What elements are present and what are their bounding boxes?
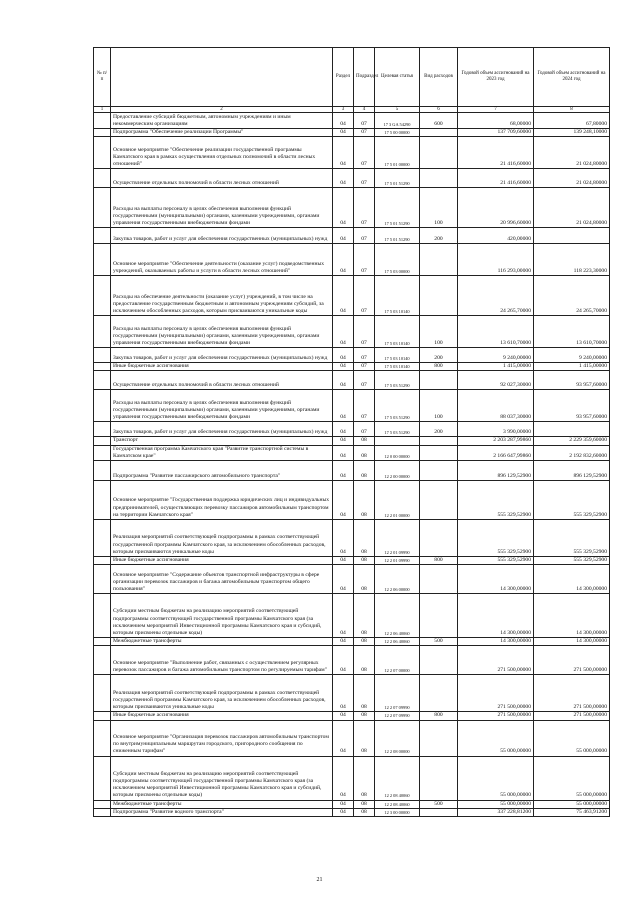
table-body <box>94 113 610 817</box>
section-cell: 04 <box>333 808 354 816</box>
amount-2024-cell: 13 610,70000 <box>534 316 610 348</box>
amount-2023-cell: 14 300,00000 <box>458 594 534 638</box>
amount-2023-cell: 21 416,60000 <box>458 137 534 169</box>
amount-2023-cell: 55 000,00000 <box>458 756 534 800</box>
row-number-cell <box>94 276 111 316</box>
section-cell: 04 <box>333 594 354 638</box>
row-name-cell: Реализация мероприятий соответствующей подпрограммы в рамках соответствующей государственной программы Камчатского края, за исключением обособленных расходов, которым присваиваются уникальные коды <box>111 520 333 557</box>
section-cell: 04 <box>333 113 354 129</box>
target-article-cell: 17 5 01 51290 <box>375 228 420 244</box>
row-number-cell <box>94 113 111 129</box>
row-number-cell <box>94 316 111 348</box>
expense-type-cell: 800 <box>420 557 458 565</box>
subsection-cell: 07 <box>354 316 375 348</box>
section-cell: 04 <box>333 720 354 756</box>
section-cell: 04 <box>333 712 354 720</box>
table-row <box>94 390 610 422</box>
section-cell: 04 <box>333 481 354 520</box>
subsection-cell: 07 <box>354 276 375 316</box>
subsection-cell: 08 <box>354 445 375 460</box>
table-row <box>94 675 610 712</box>
target-article-cell: 17 5 03 10140 <box>375 276 420 316</box>
table-row <box>94 129 610 137</box>
row-number-cell <box>94 675 111 712</box>
subsection-cell: 08 <box>354 638 375 646</box>
amount-2023-cell: 555 329,52900 <box>458 557 534 565</box>
target-article-cell: 17 5 03 10140 <box>375 363 420 371</box>
header-row <box>94 48 610 107</box>
amount-2024-cell: 24 265,70000 <box>534 276 610 316</box>
amount-2024-cell: 21 024,80000 <box>534 137 610 169</box>
target-article-cell: 17 5 01 00000 <box>375 137 420 169</box>
amount-2024-cell: 21 024,80000 <box>534 188 610 228</box>
table-row <box>94 316 610 348</box>
amount-2023-cell: 271 500,00000 <box>458 712 534 720</box>
row-name-cell: Подпрограмма "Обеспечение реализации Программы" <box>111 129 333 137</box>
row-number-cell <box>94 481 111 520</box>
amount-2024-cell: 896 129,52900 <box>534 461 610 481</box>
column-number: 7 <box>458 107 534 113</box>
expense-type-cell <box>420 371 458 390</box>
expense-type-cell: 200 <box>420 422 458 437</box>
subsection-cell: 08 <box>354 481 375 520</box>
expense-type-cell <box>420 675 458 712</box>
target-article-cell: 12 2 08 40060 <box>375 800 420 808</box>
amount-2024-cell: 271 500,00000 <box>534 646 610 675</box>
amount-2024-cell: 93 957,60000 <box>534 390 610 422</box>
expense-type-cell <box>420 720 458 756</box>
subsection-cell: 08 <box>354 712 375 720</box>
expense-type-cell: 200 <box>420 348 458 363</box>
subsection-cell: 07 <box>354 371 375 390</box>
row-name-cell: Основное мероприятие "Обеспечение реализации государственной программы Камчатского края в рамках осуществления отдельных полномочий в области лесных отношений" <box>111 137 333 169</box>
amount-2023-cell: 14 300,00000 <box>458 565 534 594</box>
subsection-cell: 08 <box>354 800 375 808</box>
col-header-expense: Вид расходов <box>420 48 458 107</box>
section-cell: 04 <box>333 520 354 557</box>
subsection-cell: 07 <box>354 188 375 228</box>
expense-type-cell <box>420 808 458 816</box>
section-cell: 04 <box>333 276 354 316</box>
amount-2024-cell <box>534 228 610 244</box>
subsection-cell: 08 <box>354 565 375 594</box>
subsection-cell: 07 <box>354 390 375 422</box>
amount-2023-cell: 55 000,00000 <box>458 720 534 756</box>
expense-type-cell: 600 <box>420 113 458 129</box>
row-number-cell <box>94 228 111 244</box>
row-name-cell: Расходы на выплаты персоналу в целях обеспечения выполнения функций государственными (муниципальными) органами, казенными учреждениями, органами управления государственными внебюджетными фондами <box>111 188 333 228</box>
section-cell: 04 <box>333 169 354 188</box>
target-article-cell: 12 2 08 00000 <box>375 720 420 756</box>
row-name-cell: Осуществление отдельных полномочий в области лесных отношений <box>111 169 333 188</box>
table-row <box>94 348 610 363</box>
amount-2023-cell: 420,00000 <box>458 228 534 244</box>
subsection-cell: 08 <box>354 675 375 712</box>
row-name-cell: Реализация мероприятий соответствующей подпрограммы в рамках соответствующей государственной программы Камчатского края, за исключением обособленных расходов, которым присваиваются уникальные коды <box>111 675 333 712</box>
table-row <box>94 188 610 228</box>
col-header-2023: Годовой объем ассигнований на 2023 год <box>458 48 534 107</box>
budget-table <box>93 47 610 817</box>
target-article-cell: 12 2 07 09990 <box>375 675 420 712</box>
row-name-cell: Иные бюджетные ассигнования <box>111 363 333 371</box>
expense-type-cell: 500 <box>420 800 458 808</box>
row-number-cell <box>94 129 111 137</box>
expense-type-cell: 100 <box>420 390 458 422</box>
target-article-cell: 17 5 03 00000 <box>375 244 420 276</box>
amount-2024-cell: 14 300,00000 <box>534 594 610 638</box>
target-article-cell: 12 2 01 09990 <box>375 557 420 565</box>
amount-2023-cell: 24 265,70000 <box>458 276 534 316</box>
amount-2023-cell: 9 240,00000 <box>458 348 534 363</box>
section-cell: 04 <box>333 422 354 437</box>
row-name-cell: Субсидии местным бюджетам на реализацию мероприятий соответствующей подпрограммы соответствующей государственной программы Камчатского края (за исключением мероприятий Инвестиционной программы Камчатского края и субсидий, которым присвоены отдельные коды) <box>111 756 333 800</box>
subsection-cell: 08 <box>354 461 375 481</box>
subsection-cell: 08 <box>354 756 375 800</box>
subsection-cell: 07 <box>354 363 375 371</box>
target-article-cell: 17 5 03 10140 <box>375 348 420 363</box>
section-cell: 04 <box>333 137 354 169</box>
table-row <box>94 422 610 437</box>
expense-type-cell: 100 <box>420 188 458 228</box>
expense-type-cell: 200 <box>420 228 458 244</box>
expense-type-cell <box>420 437 458 445</box>
amount-2024-cell: 55 000,00000 <box>534 800 610 808</box>
expense-type-cell <box>420 244 458 276</box>
column-number: 6 <box>420 107 458 113</box>
subsection-cell: 07 <box>354 129 375 137</box>
table-row <box>94 437 610 445</box>
amount-2024-cell: 75 463,91200 <box>534 808 610 816</box>
section-cell: 04 <box>333 557 354 565</box>
row-number-cell <box>94 520 111 557</box>
amount-2023-cell: 68,00000 <box>458 113 534 129</box>
amount-2023-cell: 1 415,00000 <box>458 363 534 371</box>
row-name-cell: Закупка товаров, работ и услуг для обеспечения государственных (муниципальных) нужд <box>111 348 333 363</box>
subsection-cell: 07 <box>354 348 375 363</box>
row-number-cell <box>94 557 111 565</box>
expense-type-cell: 100 <box>420 316 458 348</box>
expense-type-cell <box>420 594 458 638</box>
section-cell: 04 <box>333 437 354 445</box>
table-row <box>94 363 610 371</box>
amount-2024-cell: 271 500,00000 <box>534 712 610 720</box>
amount-2024-cell: 55 000,00000 <box>534 720 610 756</box>
amount-2024-cell: 93 957,60000 <box>534 371 610 390</box>
table-row <box>94 244 610 276</box>
row-number-cell <box>94 445 111 460</box>
col-header-section: Раздел <box>333 48 354 107</box>
table-row <box>94 461 610 481</box>
target-article-cell: 17 5 03 10140 <box>375 316 420 348</box>
subsection-cell: 08 <box>354 557 375 565</box>
amount-2023-cell: 92 027,30000 <box>458 371 534 390</box>
row-number-cell <box>94 646 111 675</box>
subsection-cell: 07 <box>354 169 375 188</box>
section-cell: 04 <box>333 675 354 712</box>
row-name-cell: Государственная программа Камчатского края "Развитие транспортной системы в Камчатском крае" <box>111 445 333 460</box>
row-name-cell: Расходы на выплаты персоналу в целях обеспечения выполнения функций государственными (муниципальными) органами, казенными учреждениями, органами управления государственными внебюджетными фондами <box>111 316 333 348</box>
row-name-cell: Подпрограмма "Развитие водного транспорта" <box>111 808 333 816</box>
row-number-cell <box>94 137 111 169</box>
table-row <box>94 228 610 244</box>
row-number-cell <box>94 756 111 800</box>
table-row <box>94 371 610 390</box>
expense-type-cell <box>420 481 458 520</box>
row-number-cell <box>94 437 111 445</box>
row-number-cell <box>94 461 111 481</box>
row-number-cell <box>94 188 111 228</box>
row-name-cell: Субсидии местным бюджетам на реализацию мероприятий соответствующей подпрограммы соответствующей государственной программы Камчатского края (за исключением мероприятий Инвестиционной программы Камчатского края и субсидий, которым присвоены отдельные коды) <box>111 594 333 638</box>
table-row <box>94 712 610 720</box>
row-name-cell: Основное мероприятие "Организация перевозок пассажиров автомобильным транспортом по внутримуниципальным маршрутам городского, пригородного сообщения по сниженным тарифам" <box>111 720 333 756</box>
target-article-cell <box>375 437 420 445</box>
row-number-cell <box>94 390 111 422</box>
amount-2024-cell: 55 000,00000 <box>534 756 610 800</box>
expense-type-cell <box>420 756 458 800</box>
target-article-cell: 12 2 07 09990 <box>375 712 420 720</box>
section-cell: 04 <box>333 363 354 371</box>
row-name-cell: Иные бюджетные ассигнования <box>111 557 333 565</box>
amount-2024-cell: 555 329,52900 <box>534 481 610 520</box>
row-name-cell: Иные бюджетные ассигнования <box>111 712 333 720</box>
expense-type-cell <box>420 461 458 481</box>
target-article-cell: 17 5 03 51290 <box>375 422 420 437</box>
section-cell: 04 <box>333 646 354 675</box>
amount-2024-cell: 2 192 832,60000 <box>534 445 610 460</box>
table-row <box>94 638 610 646</box>
expense-type-cell <box>420 276 458 316</box>
amount-2024-cell: 14 300,00000 <box>534 565 610 594</box>
subsection-cell: 08 <box>354 720 375 756</box>
target-article-cell: 17 5 03 51290 <box>375 390 420 422</box>
row-number-cell <box>94 565 111 594</box>
target-article-cell: 17 5 01 51290 <box>375 169 420 188</box>
target-article-cell: 12 2 01 09990 <box>375 520 420 557</box>
section-cell: 04 <box>333 800 354 808</box>
subsection-cell: 07 <box>354 113 375 129</box>
amount-2023-cell: 116 293,00000 <box>458 244 534 276</box>
subsection-cell: 08 <box>354 646 375 675</box>
section-cell: 04 <box>333 129 354 137</box>
row-name-cell: Основное мероприятие "Выполнение работ, связанных с осуществлением регулярных перевозок пассажиров и багажа автомобильным транспортом по регулируемым тарифам" <box>111 646 333 675</box>
expense-type-cell <box>420 520 458 557</box>
row-number-cell <box>94 638 111 646</box>
subsection-cell: 07 <box>354 228 375 244</box>
expense-type-cell: 500 <box>420 638 458 646</box>
amount-2023-cell: 555 329,52900 <box>458 481 534 520</box>
amount-2023-cell: 271 500,00000 <box>458 675 534 712</box>
target-article-cell: 17 5 03 51290 <box>375 371 420 390</box>
column-number: 5 <box>375 107 420 113</box>
amount-2023-cell: 20 996,60000 <box>458 188 534 228</box>
section-cell: 04 <box>333 390 354 422</box>
expense-type-cell: 800 <box>420 712 458 720</box>
subsection-cell: 08 <box>354 520 375 557</box>
target-article-cell: 12 2 08 40060 <box>375 756 420 800</box>
row-name-cell: Расходы на выплаты персоналу в целях обеспечения выполнения функций государственными (муниципальными) органами, казенными учреждениями, органами управления государственными внебюджетными фондами <box>111 390 333 422</box>
amount-2024-cell: 139 248,10000 <box>534 129 610 137</box>
section-cell: 04 <box>333 188 354 228</box>
row-number-cell <box>94 363 111 371</box>
amount-2023-cell: 2 166 647,99860 <box>458 445 534 460</box>
table-row <box>94 646 610 675</box>
amount-2023-cell: 2 203 287,99860 <box>458 437 534 445</box>
section-cell: 04 <box>333 638 354 646</box>
amount-2023-cell: 3 990,00000 <box>458 422 534 437</box>
col-header-2024: Годовой объем ассигнований на 2024 год <box>534 48 610 107</box>
row-name-cell: Межбюджетные трансферты <box>111 638 333 646</box>
page-number: 21 <box>316 877 323 883</box>
amount-2024-cell: 9 240,00000 <box>534 348 610 363</box>
amount-2023-cell: 896 129,52900 <box>458 461 534 481</box>
column-number: 3 <box>333 107 354 113</box>
table-row <box>94 756 610 800</box>
table-row <box>94 481 610 520</box>
target-article-cell: 12 2 01 00000 <box>375 481 420 520</box>
target-article-cell: 12 2 07 00000 <box>375 646 420 675</box>
amount-2023-cell: 14 300,00000 <box>458 638 534 646</box>
target-article-cell: 17 5 01 51290 <box>375 188 420 228</box>
section-cell: 04 <box>333 348 354 363</box>
row-name-cell: Транспорт <box>111 437 333 445</box>
expense-type-cell: 800 <box>420 363 458 371</box>
row-name-cell: Основное мероприятие "Обеспечение деятельности (оказание услуг) подведомственных учреждений, оказываемых работы и услуги в области лесных отношений" <box>111 244 333 276</box>
subsection-cell: 07 <box>354 137 375 169</box>
target-article-cell: 12 2 06 40060 <box>375 638 420 646</box>
amount-2023-cell: 55 000,00000 <box>458 800 534 808</box>
table-row <box>94 557 610 565</box>
subsection-cell: 08 <box>354 594 375 638</box>
row-number-cell <box>94 800 111 808</box>
section-cell: 04 <box>333 244 354 276</box>
amount-2023-cell: 21 416,60000 <box>458 169 534 188</box>
amount-2024-cell: 271 500,00000 <box>534 675 610 712</box>
expense-type-cell <box>420 129 458 137</box>
amount-2023-cell: 88 037,30000 <box>458 390 534 422</box>
expense-type-cell <box>420 169 458 188</box>
subsection-cell: 07 <box>354 422 375 437</box>
col-header-num: № п/п <box>94 48 111 107</box>
row-number-cell <box>94 808 111 816</box>
amount-2024-cell: 1 415,00000 <box>534 363 610 371</box>
expense-type-cell <box>420 565 458 594</box>
amount-2024-cell: 555 329,52900 <box>534 520 610 557</box>
row-name-cell: Расходы на обеспечение деятельности (оказание услуг) учреждений, в том числе на предоставление государственным бюджетным и автономным учреждениям субсидий, за исключением обособленных расходов, которым присваиваются уникальные коды <box>111 276 333 316</box>
row-number-cell <box>94 169 111 188</box>
col-header-subsection: Подраздел <box>354 48 375 107</box>
expense-type-cell <box>420 445 458 460</box>
section-cell: 04 <box>333 756 354 800</box>
section-cell: 04 <box>333 228 354 244</box>
amount-2024-cell: 555 329,52900 <box>534 557 610 565</box>
table-row <box>94 520 610 557</box>
column-number: 4 <box>354 107 375 113</box>
row-number-cell <box>94 594 111 638</box>
row-name-cell: Межбюджетные трансферты <box>111 800 333 808</box>
table-row <box>94 137 610 169</box>
amount-2024-cell: 118 223,30000 <box>534 244 610 276</box>
subsection-cell: 08 <box>354 808 375 816</box>
subsection-cell: 08 <box>354 437 375 445</box>
section-cell: 04 <box>333 371 354 390</box>
amount-2023-cell: 271 500,00000 <box>458 646 534 675</box>
column-number: 2 <box>111 107 333 113</box>
section-cell: 04 <box>333 565 354 594</box>
row-number-cell <box>94 371 111 390</box>
row-name-cell: Основное мероприятие "Содержание объектов транспортной инфраструктуры в сфере организации перевозок пассажиров и багажа автомобильным транспортом общего пользования" <box>111 565 333 594</box>
section-cell: 04 <box>333 445 354 460</box>
target-article-cell: 12 2 06 00000 <box>375 565 420 594</box>
amount-2024-cell: 2 229 359,60000 <box>534 437 610 445</box>
target-article-cell: 12 2 00 00000 <box>375 461 420 481</box>
amount-2024-cell: 21 024,80000 <box>534 169 610 188</box>
row-name-cell: Осуществление отдельных полномочий в области лесных отношений <box>111 371 333 390</box>
subsection-cell: 07 <box>354 244 375 276</box>
row-name-cell: Закупка товаров, работ и услуг для обеспечения государственных (муниципальных) нужд <box>111 228 333 244</box>
target-article-cell: 17 5 00 00000 <box>375 129 420 137</box>
amount-2024-cell: 67,80000 <box>534 113 610 129</box>
section-cell: 04 <box>333 316 354 348</box>
col-header-name <box>111 48 333 107</box>
table-row <box>94 276 610 316</box>
table-row <box>94 720 610 756</box>
target-article-cell: 12 0 00 00000 <box>375 445 420 460</box>
table-row <box>94 800 610 808</box>
row-name-cell: Предоставление субсидий бюджетным, автономным учреждениям и иным некоммерческим организациям <box>111 113 333 129</box>
expense-type-cell <box>420 137 458 169</box>
column-number: 1 <box>94 107 111 113</box>
row-name-cell: Закупка товаров, работ и услуг для обеспечения государственных (муниципальных) нужд <box>111 422 333 437</box>
table-row <box>94 169 610 188</box>
target-article-cell: 12 2 06 40060 <box>375 594 420 638</box>
target-article-cell: 12 3 00 00000 <box>375 808 420 816</box>
table-row <box>94 445 610 460</box>
amount-2024-cell <box>534 422 610 437</box>
table-row <box>94 565 610 594</box>
column-number: 8 <box>534 107 610 113</box>
table-row <box>94 113 610 129</box>
amount-2024-cell: 14 300,00000 <box>534 638 610 646</box>
row-name-cell: Подпрограмма "Развитие пассажирского автомобильного транспорта" <box>111 461 333 481</box>
row-number-cell <box>94 348 111 363</box>
amount-2023-cell: 13 610,70000 <box>458 316 534 348</box>
amount-2023-cell: 337 228,81200 <box>458 808 534 816</box>
table-row <box>94 594 610 638</box>
row-name-cell: Основное мероприятие "Государственная поддержка юридических лиц и индивидуальных предпринимателей, осуществляющих перевозку пассажиров автомобильным транспортом на территории Камчатского края" <box>111 481 333 520</box>
amount-2023-cell: 555 329,52900 <box>458 520 534 557</box>
amount-2023-cell: 137 709,60000 <box>458 129 534 137</box>
expense-type-cell <box>420 646 458 675</box>
col-header-target: Целевая статья <box>375 48 420 107</box>
row-number-cell <box>94 712 111 720</box>
row-number-cell <box>94 422 111 437</box>
target-article-cell: 17 3 GA 54290 <box>375 113 420 129</box>
section-cell: 04 <box>333 461 354 481</box>
row-number-cell <box>94 720 111 756</box>
row-number-cell <box>94 244 111 276</box>
table-row <box>94 808 610 816</box>
